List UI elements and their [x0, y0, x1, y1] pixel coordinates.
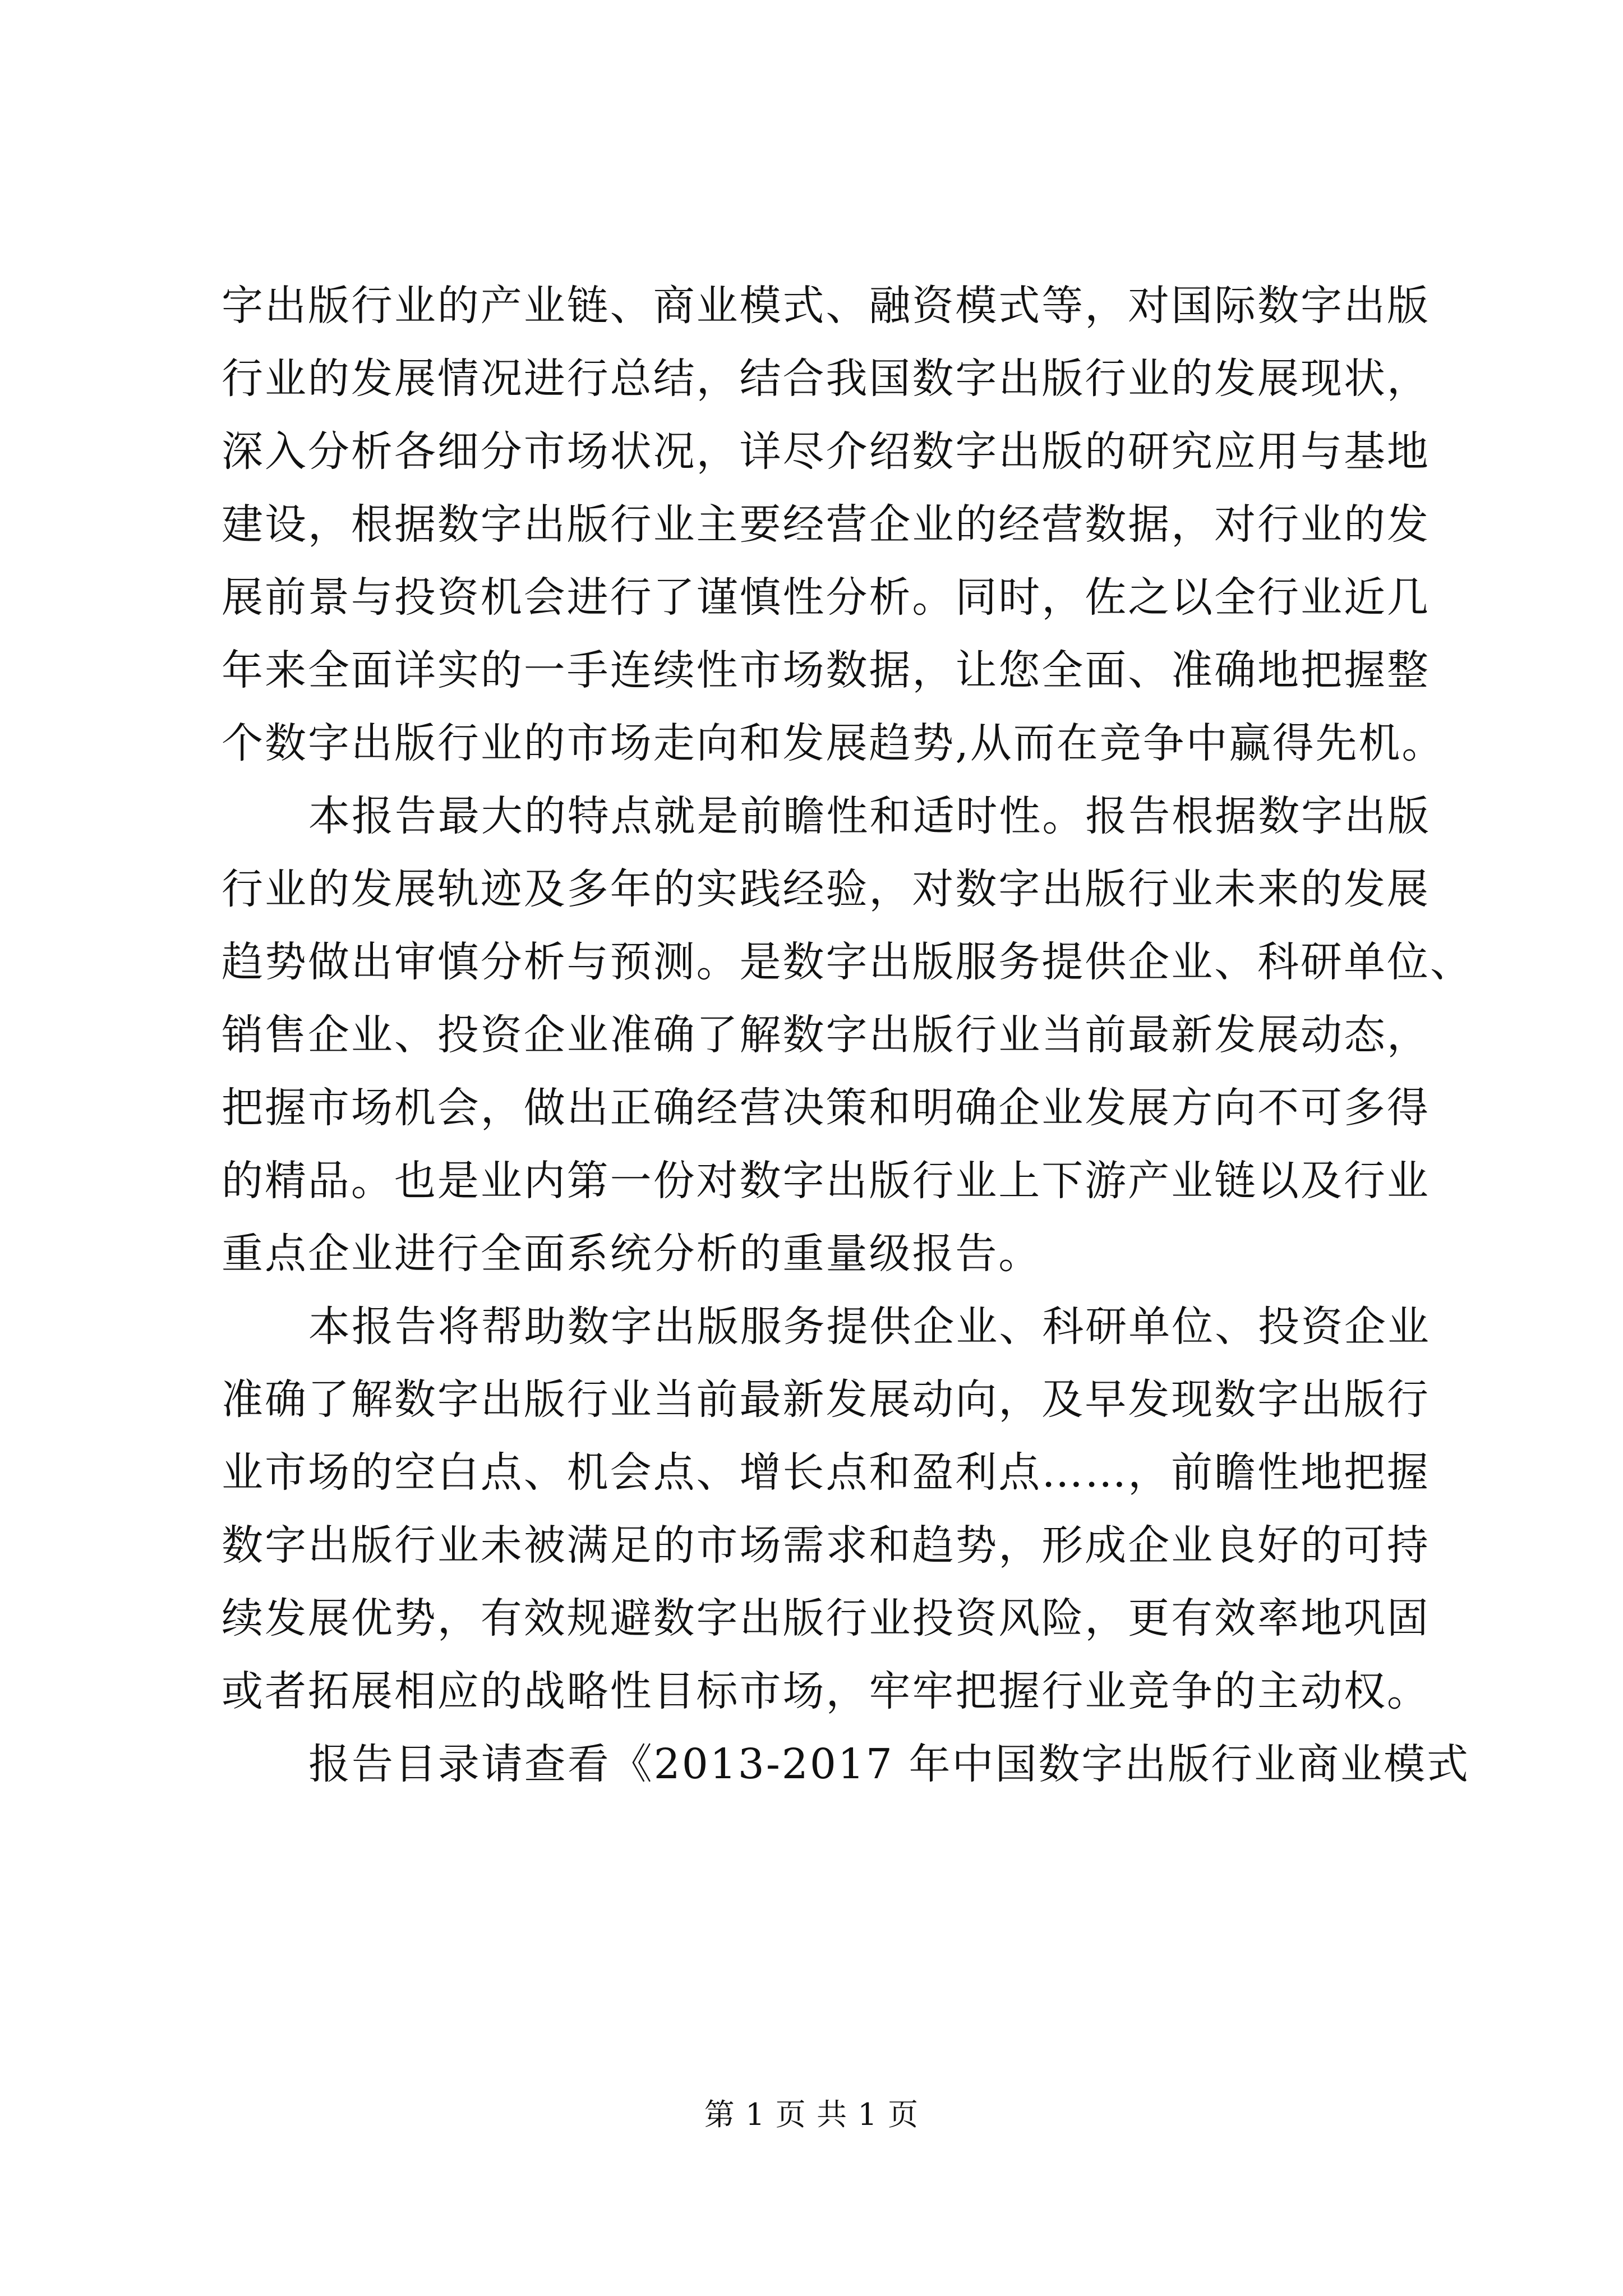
- text-line: 趋势做出审慎分析与预测。是数字出版服务提供企业、科研单位、: [222, 938, 1473, 986]
- text-line: 行业的发展轨迹及多年的实践经验，对数字出版行业未来的发展: [222, 865, 1430, 913]
- text-line: 深入分析各细分市场状况，详尽介绍数字出版的研究应用与基地: [222, 427, 1430, 476]
- text-line: 个数字出版行业的市场走向和发展趋势,从而在竞争中赢得先机。: [222, 719, 1445, 767]
- text-line: 续发展优势，有效规避数字出版行业投资风险，更有效率地巩固: [222, 1594, 1430, 1642]
- text-line: 业市场的空白点、机会点、增长点和盈利点……，前瞻性地把握: [222, 1448, 1430, 1497]
- paragraph-report-benefits: [222, 1290, 1431, 1728]
- text-line: 报告目录请查看《2013-2017 年中国数字出版行业商业模式: [308, 1740, 1470, 1788]
- paragraph-report-toc: [222, 1728, 1470, 1801]
- text-line: 的精品。也是业内第一份对数字出版行业上下游产业链以及行业: [222, 1157, 1430, 1205]
- text-line: 或者拓展相应的战略性目标市场，牢牢把握行业竞争的主动权。: [222, 1667, 1430, 1715]
- paragraph-industry-analysis: [222, 269, 1445, 780]
- text-line: 行业的发展情况进行总结，结合我国数字出版行业的发展现状，: [222, 355, 1430, 403]
- text-line: 准确了解数字出版行业当前最新发展动向，及早发现数字出版行: [222, 1375, 1430, 1424]
- text-line: 把握市场机会，做出正确经营决策和明确企业发展方向不可多得: [222, 1084, 1430, 1132]
- document-body: [222, 269, 1473, 1801]
- text-line: 展前景与投资机会进行了谨慎性分析。同时，佐之以全行业近几: [222, 573, 1430, 622]
- text-line: 重点企业进行全面系统分析的重量级报告。: [222, 1230, 1042, 1278]
- text-line: 本报告最大的特点就是前瞻性和适时性。报告根据数字出版: [308, 792, 1431, 840]
- text-line: 字出版行业的产业链、商业模式、融资模式等，对国际数字出版: [222, 282, 1430, 330]
- text-line: 年来全面详实的一手连续性市场数据，让您全面、准确地把握整: [222, 646, 1430, 694]
- text-line: 本报告将帮助数字出版服务提供企业、科研单位、投资企业: [308, 1303, 1431, 1351]
- page-number-footer: 第 1 页 共 1 页: [704, 2097, 919, 2132]
- text-line: 数字出版行业未被满足的市场需求和趋势，形成企业良好的可持: [222, 1521, 1430, 1570]
- text-line: 建设，根据数字出版行业主要经营企业的经营数据，对行业的发: [222, 500, 1430, 549]
- paragraph-report-features: [222, 780, 1473, 1290]
- text-line: 销售企业、投资企业准确了解数字出版行业当前最新发展动态，: [222, 1011, 1430, 1059]
